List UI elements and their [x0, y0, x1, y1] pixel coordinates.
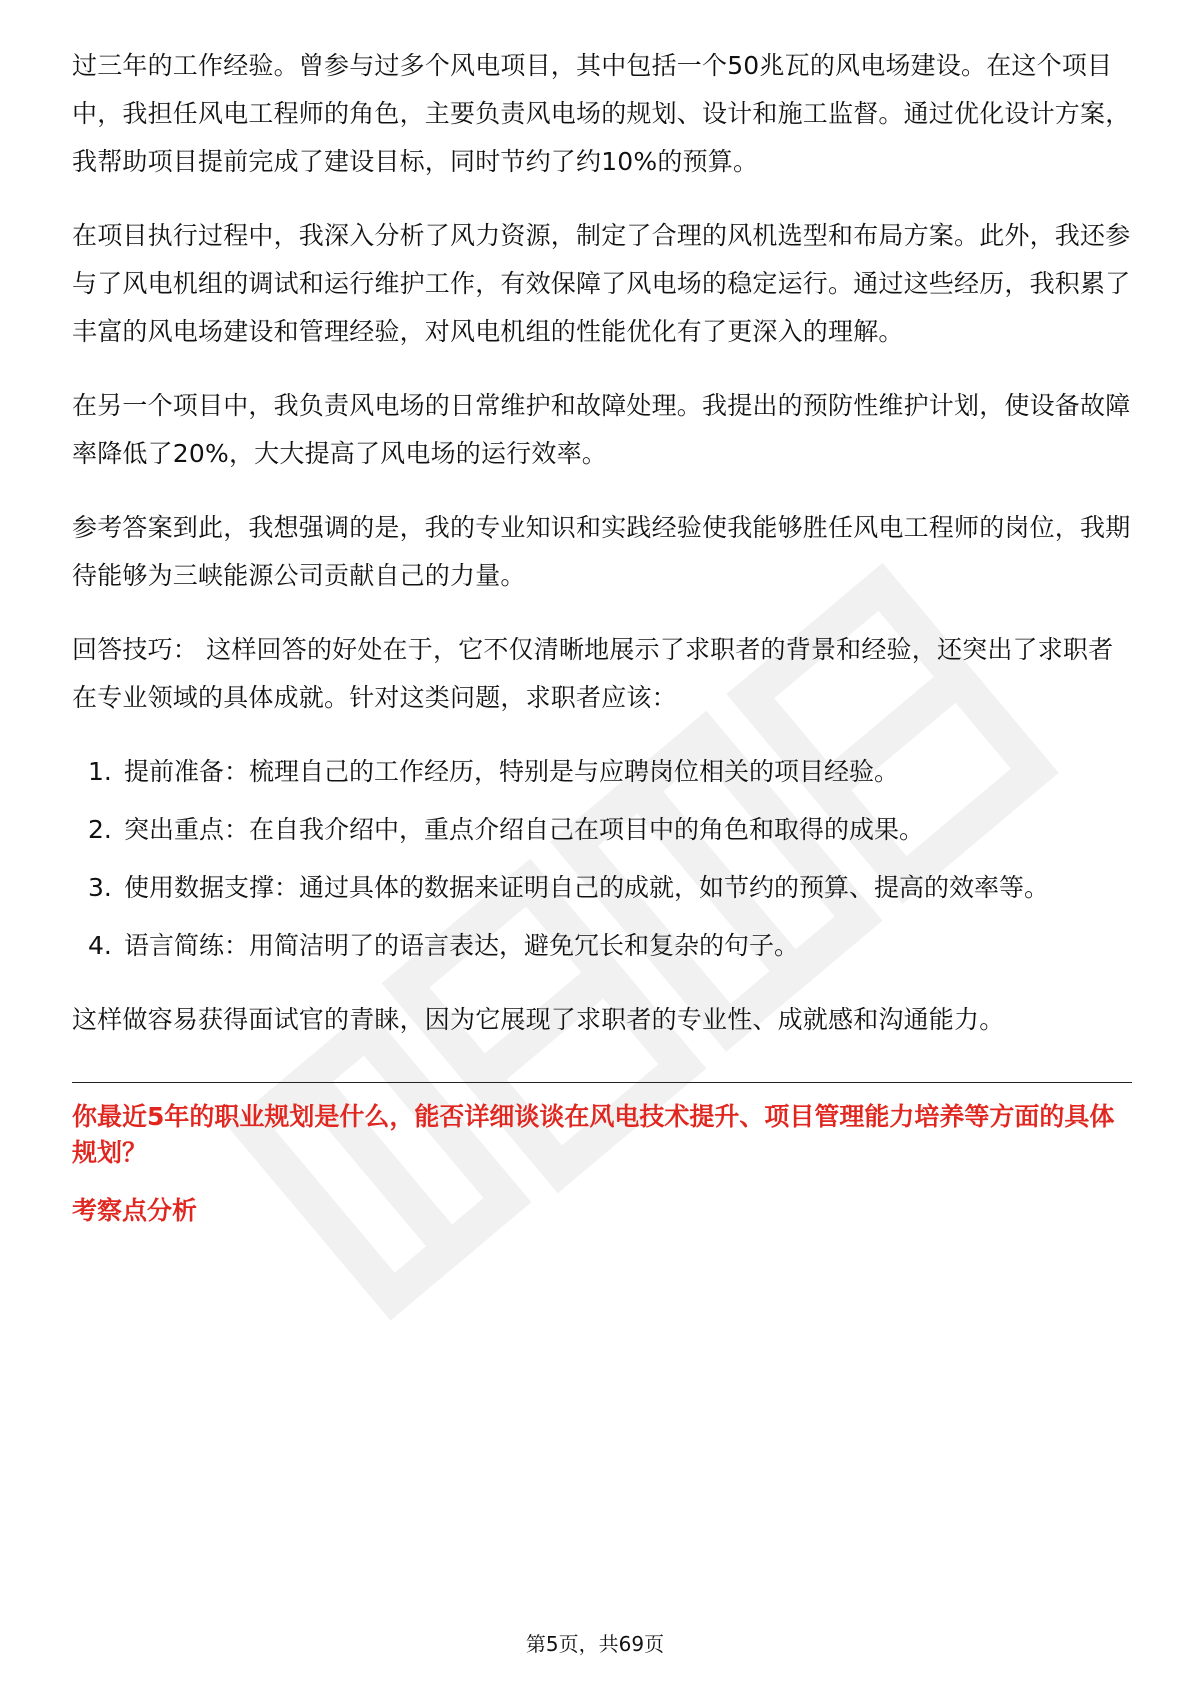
list-item-number: 3.: [88, 873, 112, 902]
tips-list: [72, 748, 1132, 970]
paragraph-maintenance-project: 在另一个项目中，我负责风电场的日常维护和故障处理。我提出的预防性维护计划，使设备故障率降低了20%，大大提高了风电场的运行效率。: [72, 391, 1131, 468]
page-number-footer: 第5页，共69页: [525, 1632, 665, 1656]
paragraph-project-execution: 在项目执行过程中，我深入分析了风力资源，制定了合理的风机选型和布局方案。此外，我还参与了风电机组的调试和运行维护工作，有效保障了风电场的稳定运行。通过这些经历，我积累了丰富的风电场建设和管理经验，对风电机组的性能优化有了更深入的理解。: [72, 221, 1131, 346]
next-question-heading: 你最近5年的职业规划是什么，能否详细谈谈在风电技术提升、项目管理能力培养等方面的具体规划？: [72, 1102, 1115, 1167]
paragraph-experience-intro: 过三年的工作经验。曾参与过多个风电项目，其中包括一个50兆瓦的风电场建设。在这个项目中，我担任风电工程师的角色，主要负责风电场的规划、设计和施工监督。通过优化设计方案，我帮助项目提前完成了建设目标，同时节约了约10%的预算。: [72, 51, 1131, 176]
paragraph-answer-tips: 回答技巧： 这样回答的好处在于，它不仅清晰地展示了求职者的背景和经验，还突出了求职者在专业领域的具体成就。针对这类问题，求职者应该：: [72, 635, 1114, 712]
list-item: [72, 922, 1132, 970]
list-item-text: 使用数据支撑：通过具体的数据来证明自己的成就，如节约的预算、提高的效率等。: [124, 873, 1050, 902]
list-item-text: 提前准备：梳理自己的工作经历，特别是与应聘岗位相关的项目经验。: [124, 757, 900, 786]
list-item: [72, 748, 1132, 796]
section-heading-analysis: 考察点分析: [72, 1196, 198, 1225]
paragraph-closing: 这样做容易获得面试官的青睐，因为它展现了求职者的专业性、成就感和沟通能力。: [72, 1005, 1005, 1034]
list-item: [72, 864, 1132, 912]
section-divider: [72, 1082, 1132, 1083]
paragraph-conclusion: 参考答案到此，我想强调的是，我的专业知识和实践经验使我能够胜任风电工程师的岗位，我期待能够为三峡能源公司贡献自己的力量。: [72, 513, 1131, 590]
list-item: [72, 806, 1132, 854]
list-item-text: 语言简练：用简洁明了的语言表达，避免冗长和复杂的句子。: [124, 931, 800, 960]
main-content: [72, 42, 1132, 1229]
list-item-number: 1.: [88, 757, 112, 786]
list-item-number: 4.: [88, 931, 112, 960]
list-item-number: 2.: [88, 815, 112, 844]
list-item-text: 突出重点：在自我介绍中，重点介绍自己在项目中的角色和取得的成果。: [124, 815, 925, 844]
